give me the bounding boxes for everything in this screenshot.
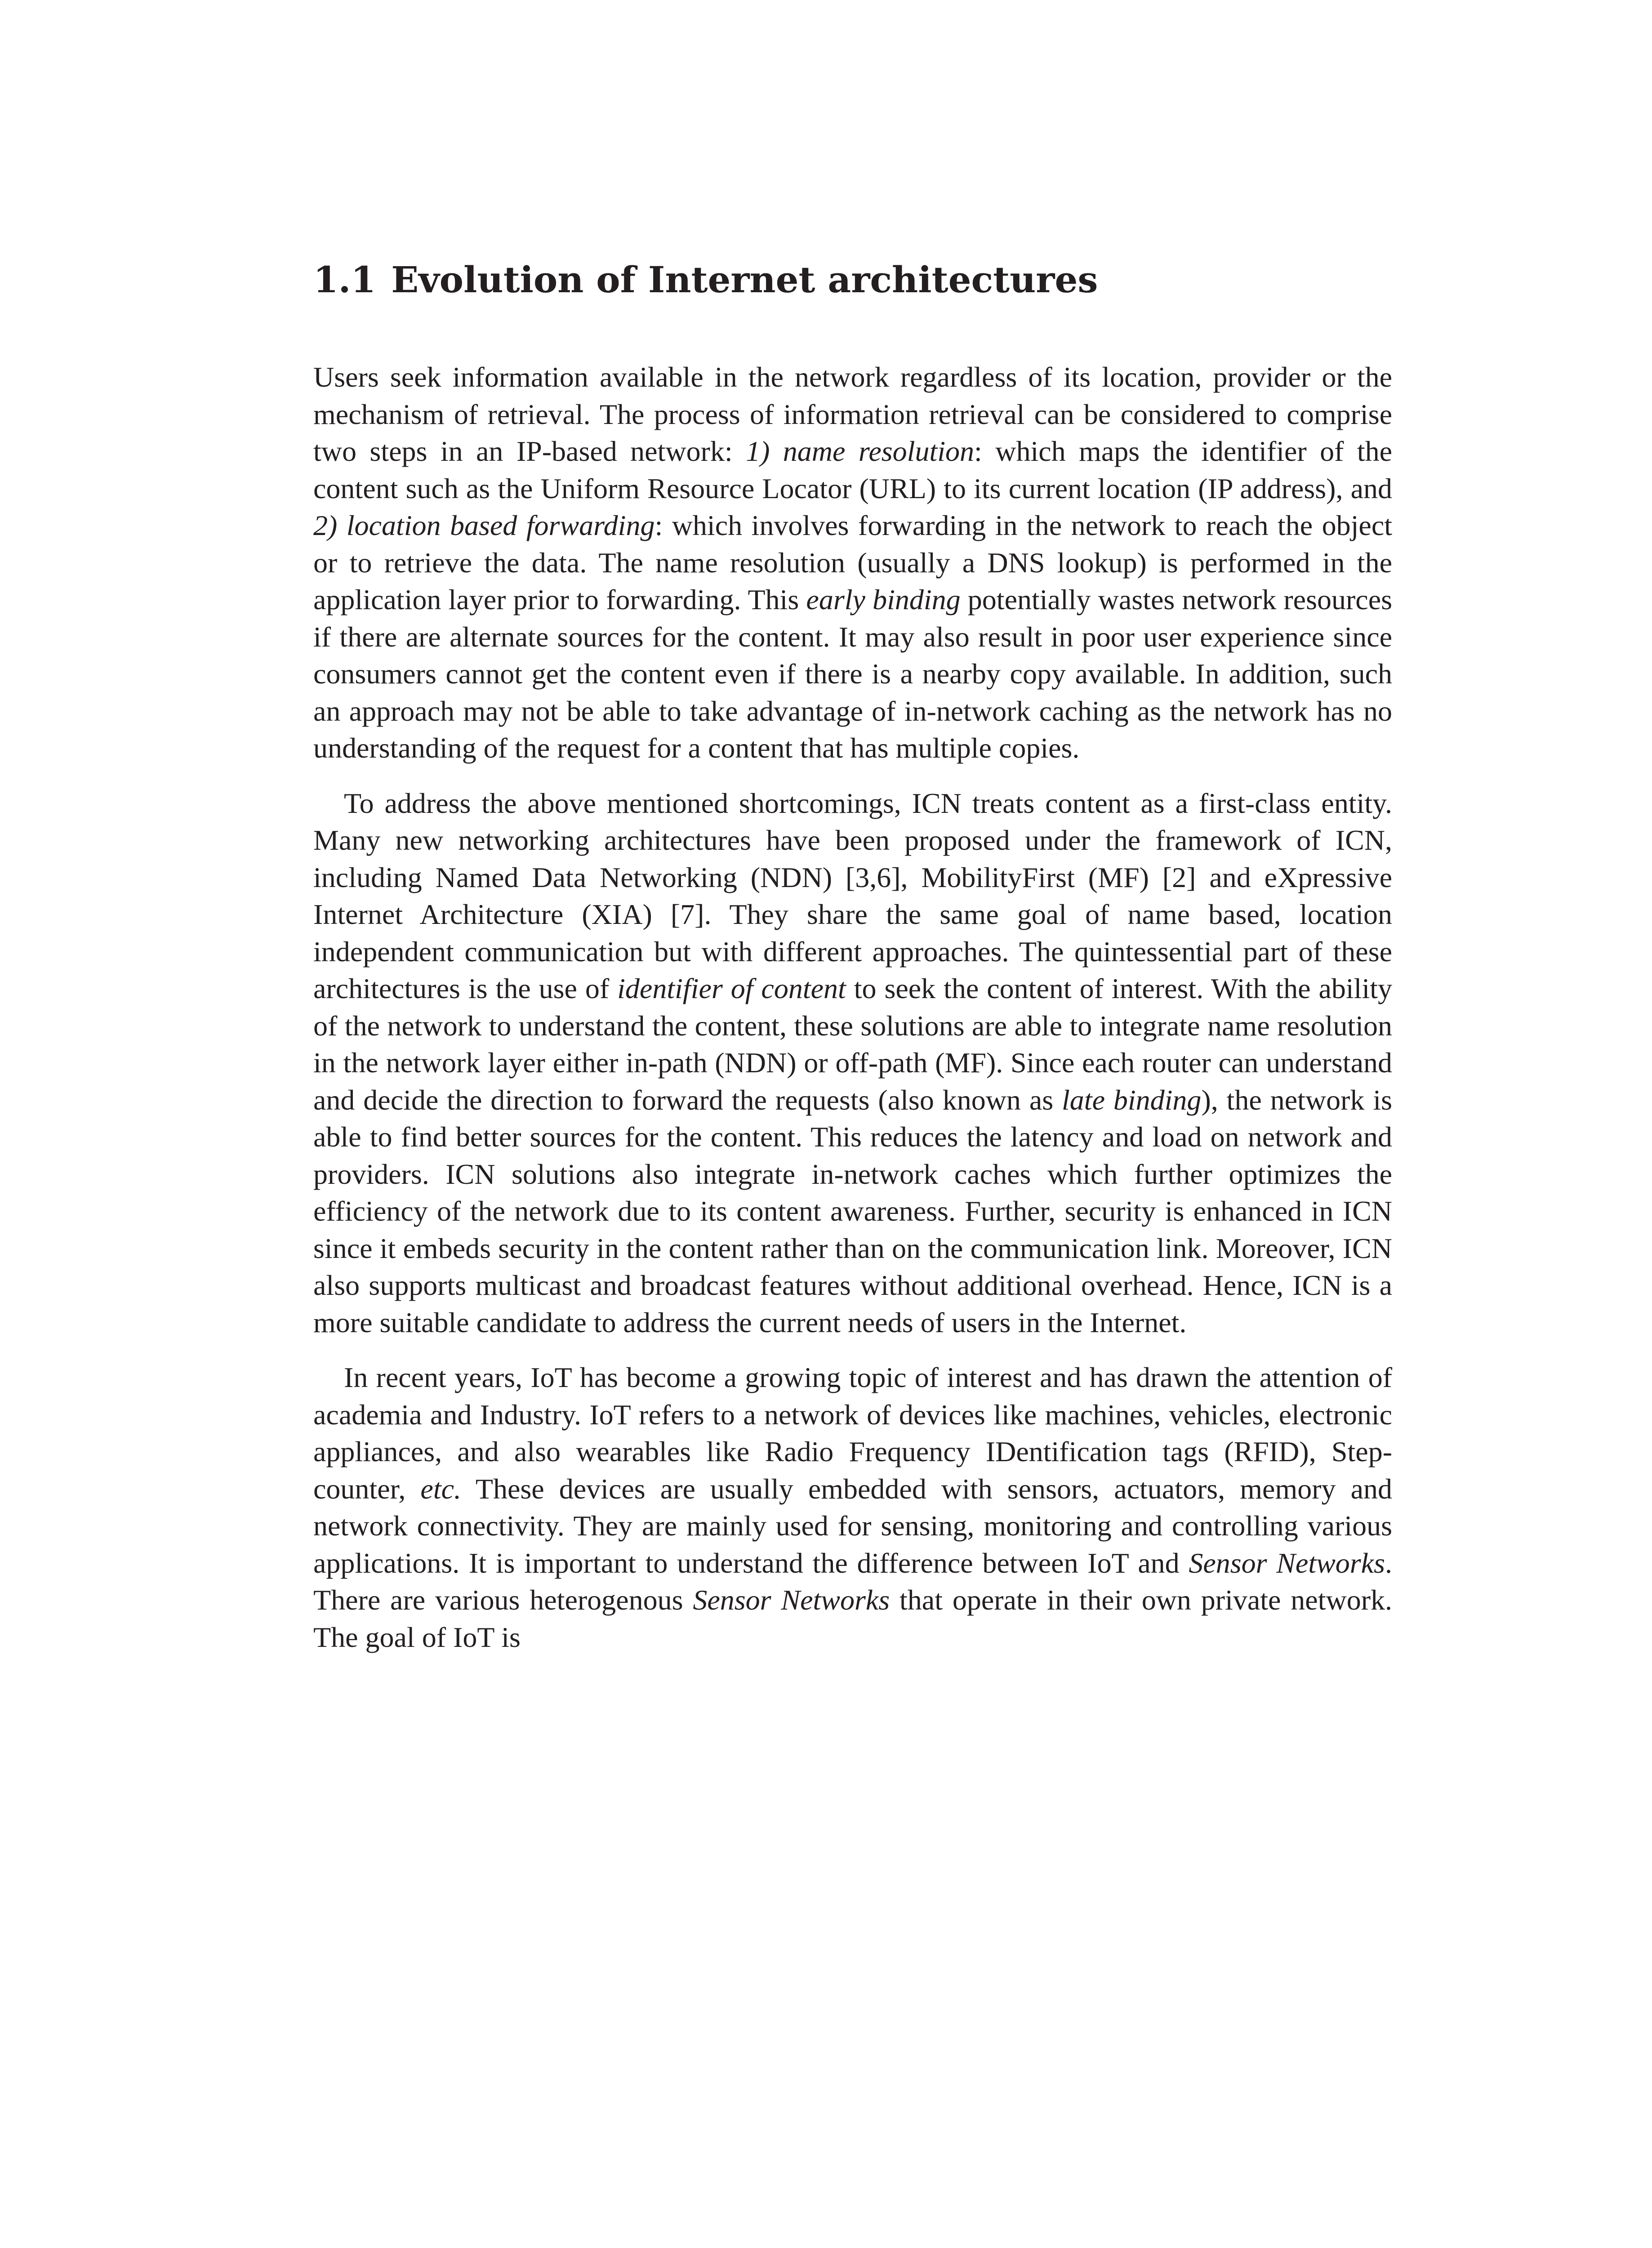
- paragraph-text: : which involves forwarding in the network to reach the object or to retrieve the data. The name resolution (usually a DNS lookup) is performed in the application layer prior to forwarding. This: [313, 509, 1393, 616]
- paragraph-1: [313, 359, 1392, 767]
- section-heading: [313, 257, 1392, 302]
- emphasized-text: Sensor Networks: [693, 1584, 890, 1616]
- paragraph-2: [313, 785, 1392, 1342]
- emphasized-text: late binding: [1062, 1084, 1202, 1116]
- paragraph-text: . There are various heterogenous: [313, 1547, 1393, 1616]
- paragraph-text: that operate in their own private network. The goal of IoT is: [313, 1584, 1393, 1653]
- paragraph-text: These devices are usually embedded with sensors, actuators, memory and network connectivity. They are mainly used for sensing, monitoring and controlling various applications. It is important to understand the difference between IoT and: [313, 1472, 1393, 1579]
- paragraph-3: [313, 1359, 1392, 1656]
- emphasized-text: early binding: [806, 584, 961, 616]
- paragraph-text: In recent years, IoT has become a growing topic of interest and has drawn the attention of academia and Industry. IoT refers to a network of devices like machines, vehicles, electronic appliances, and also wearables like Radio Frequency IDentification tags (RFID), Step-counter,: [313, 1361, 1392, 1505]
- section-number: 1.1: [313, 259, 376, 301]
- emphasized-text: identifier of content: [617, 972, 846, 1004]
- paragraph-text: potentially wastes network resources if there are alternate sources for the content. It may also result in poor user experience since consumers cannot get the content even if there is a nearby copy available. In addition, such an approach may not be able to take advantage of in-network caching as the network has no understanding of the request for a content that has multiple copies.: [313, 584, 1393, 764]
- paragraph-text: to seek the content of interest. With the ability of the network to understand the content, these solutions are able to integrate name resolution in the network layer either in-path (NDN) or off-path (MF). Since each router can understand and decide the direction to forward the requests (also known as: [313, 972, 1393, 1116]
- paragraph-text: ), the network is able to find better sources for the content. This reduces the latency and load on network and providers. ICN solutions also integrate in-network caches which further optimizes the efficiency of the network due to its content awareness. Further, security is enhanced in ICN since it embeds security in the content rather than on the communication link. Moreover, ICN also supports multicast and broadcast features without additional overhead. Hence, ICN is a more suitable candidate to address the current needs of users in the Internet.: [313, 1084, 1393, 1338]
- emphasized-text: 2) location based forwarding: [313, 509, 655, 541]
- emphasized-text: 1) name resolution: [746, 435, 975, 467]
- emphasized-text: Sensor Networks: [1189, 1547, 1385, 1579]
- paragraph-text: Users seek information available in the network regardless of its location, provider or the mechanism of retrieval. The process of information retrieval can be considered to comprise two steps in an IP-based network:: [313, 361, 1392, 467]
- emphasized-text: etc.: [420, 1472, 461, 1505]
- paragraph-text: : which maps the identifier of the content such as the Uniform Resource Locator (URL) to its current location (IP address), and: [313, 435, 1393, 504]
- paragraph-text: To address the above mentioned shortcomings, ICN treats content as a first-class entity. Many new networking architectures have been proposed under the framework of ICN, including Named Data Networking (NDN) [3,6], MobilityFirst (MF) [2] and eXpressive Internet Architecture (XIA) [7]. They share the same goal of name based, location independent communication but with different approaches. The quintessential part of these architectures is the use of: [313, 787, 1392, 1004]
- section-title: Evolution of Internet architectures: [391, 259, 1098, 301]
- body-text: [313, 359, 1392, 1656]
